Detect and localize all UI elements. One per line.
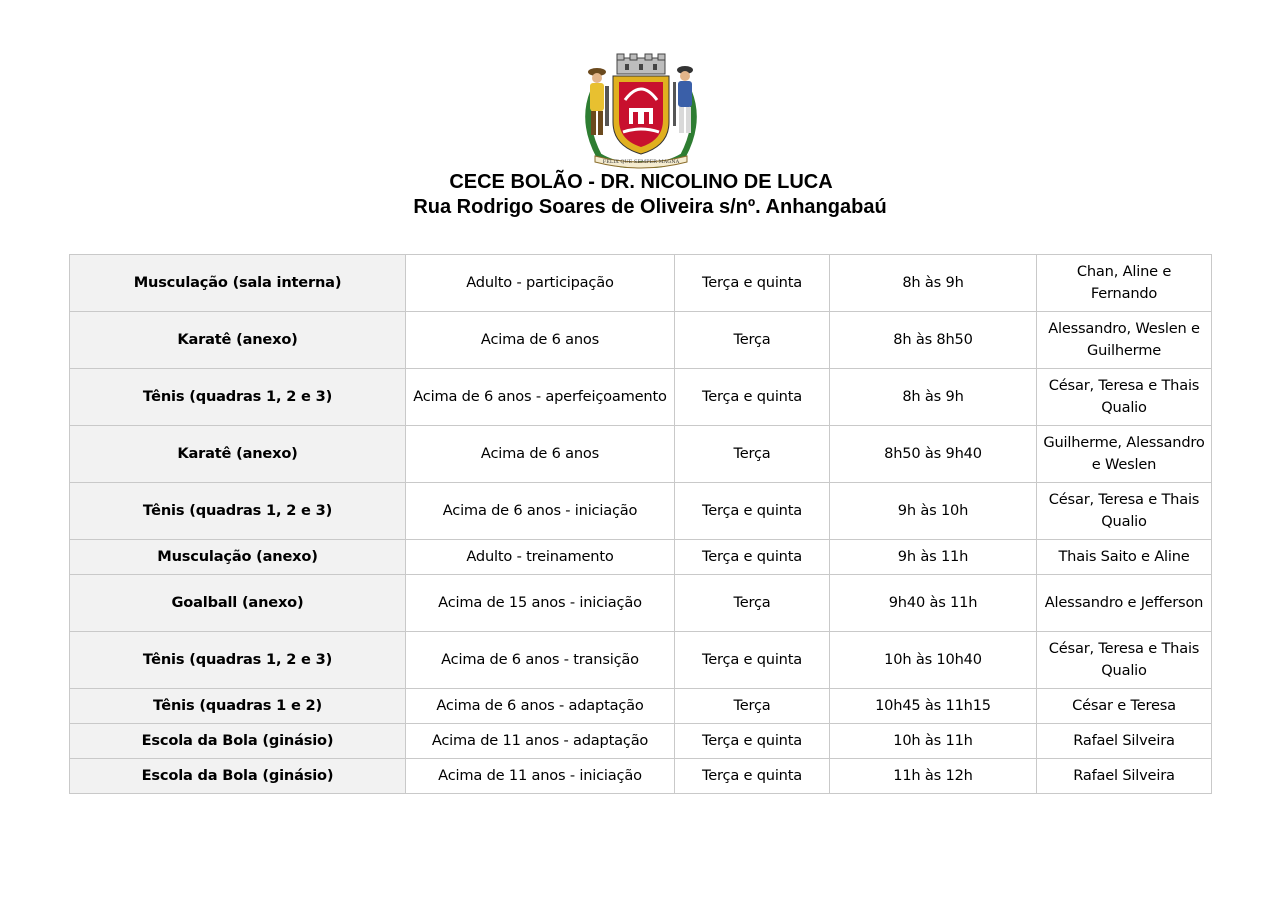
- table-row: [70, 724, 1212, 759]
- audience-cell: Acima de 11 anos - adaptação: [406, 724, 675, 759]
- audience-cell: Acima de 6 anos: [406, 426, 675, 483]
- days-cell: Terça e quinta: [675, 540, 830, 575]
- audience-cell: Adulto - participação: [406, 255, 675, 312]
- audience-cell: Adulto - treinamento: [406, 540, 675, 575]
- audience-cell: Acima de 6 anos - transição: [406, 632, 675, 689]
- staff-cell: Rafael Silveira: [1037, 759, 1212, 794]
- activity-cell: Tênis (quadras 1 e 2): [70, 689, 406, 724]
- crest-motto-text: FELIX QUE SEMPER MAGNA: [602, 159, 680, 165]
- table-row: [70, 369, 1212, 426]
- table-row: [70, 483, 1212, 540]
- staff-cell: Alessandro, Weslen e Guilherme: [1037, 312, 1212, 369]
- staff-cell: Guilherme, Alessandro e Weslen: [1037, 426, 1212, 483]
- activity-cell: Musculação (anexo): [70, 540, 406, 575]
- time-cell: 10h às 11h: [830, 724, 1037, 759]
- table-row: [70, 575, 1212, 632]
- municipal-coat-of-arms: [575, 52, 707, 170]
- left-supporter-figure: [588, 68, 609, 135]
- activity-cell: Karatê (anexo): [70, 426, 406, 483]
- table-row: [70, 255, 1212, 312]
- staff-cell: Thais Saito e Aline: [1037, 540, 1212, 575]
- time-cell: 10h45 às 11h15: [830, 689, 1037, 724]
- days-cell: Terça: [675, 575, 830, 632]
- staff-cell: Alessandro e Jefferson: [1037, 575, 1212, 632]
- time-cell: 11h às 12h: [830, 759, 1037, 794]
- activity-cell: Tênis (quadras 1, 2 e 3): [70, 483, 406, 540]
- schedule-table-body: [70, 255, 1212, 794]
- staff-cell: César, Teresa e Thais Qualio: [1037, 369, 1212, 426]
- activity-cell: Musculação (sala interna): [70, 255, 406, 312]
- days-cell: Terça e quinta: [675, 632, 830, 689]
- time-cell: 8h às 9h: [830, 369, 1037, 426]
- staff-cell: César e Teresa: [1037, 689, 1212, 724]
- time-cell: 10h às 10h40: [830, 632, 1037, 689]
- mural-crown: [617, 54, 665, 74]
- activity-schedule-table: [69, 254, 1212, 794]
- time-cell: 9h às 10h: [830, 483, 1037, 540]
- audience-cell: Acima de 6 anos - adaptação: [406, 689, 675, 724]
- staff-cell: César, Teresa e Thais Qualio: [1037, 632, 1212, 689]
- table-row: [70, 540, 1212, 575]
- table-row: [70, 426, 1212, 483]
- activity-cell: Tênis (quadras 1, 2 e 3): [70, 369, 406, 426]
- audience-cell: Acima de 11 anos - iniciação: [406, 759, 675, 794]
- facility-address: Rua Rodrigo Soares de Oliveira s/nº. Anhangabaú: [413, 196, 887, 218]
- days-cell: Terça e quinta: [675, 255, 830, 312]
- days-cell: Terça e quinta: [675, 369, 830, 426]
- activity-cell: Escola da Bola (ginásio): [70, 724, 406, 759]
- staff-cell: César, Teresa e Thais Qualio: [1037, 483, 1212, 540]
- table-row: [70, 759, 1212, 794]
- activity-cell: Goalball (anexo): [70, 575, 406, 632]
- table-row: [70, 689, 1212, 724]
- activity-cell: Escola da Bola (ginásio): [70, 759, 406, 794]
- shield: [613, 76, 669, 154]
- activity-cell: Karatê (anexo): [70, 312, 406, 369]
- days-cell: Terça e quinta: [675, 483, 830, 540]
- days-cell: Terça: [675, 426, 830, 483]
- staff-cell: Chan, Aline e Fernando: [1037, 255, 1212, 312]
- table-row: [70, 312, 1212, 369]
- audience-cell: Acima de 15 anos - iniciação: [406, 575, 675, 632]
- time-cell: 9h40 às 11h: [830, 575, 1037, 632]
- days-cell: Terça e quinta: [675, 759, 830, 794]
- days-cell: Terça e quinta: [675, 724, 830, 759]
- time-cell: 8h às 8h50: [830, 312, 1037, 369]
- staff-cell: Rafael Silveira: [1037, 724, 1212, 759]
- audience-cell: Acima de 6 anos - iniciação: [406, 483, 675, 540]
- right-supporter-figure: [673, 66, 693, 133]
- days-cell: Terça: [675, 312, 830, 369]
- time-cell: 9h às 11h: [830, 540, 1037, 575]
- audience-cell: Acima de 6 anos: [406, 312, 675, 369]
- time-cell: 8h às 9h: [830, 255, 1037, 312]
- facility-title: CECE BOLÃO - DR. NICOLINO DE LUCA: [449, 171, 833, 193]
- time-cell: 8h50 às 9h40: [830, 426, 1037, 483]
- audience-cell: Acima de 6 anos - aperfeiçoamento: [406, 369, 675, 426]
- table-row: [70, 632, 1212, 689]
- days-cell: Terça: [675, 689, 830, 724]
- activity-cell: Tênis (quadras 1, 2 e 3): [70, 632, 406, 689]
